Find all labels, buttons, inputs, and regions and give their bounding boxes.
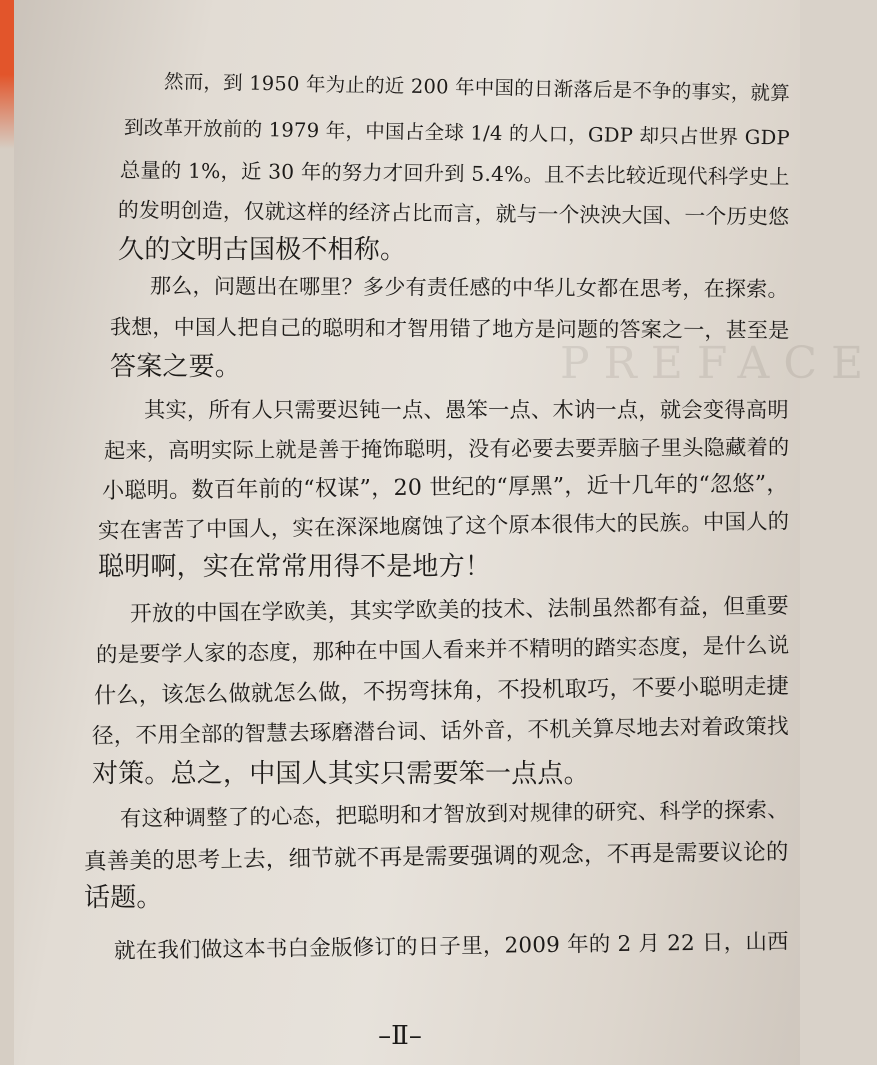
text-line-15: 的是要学人家的态度，那种在中国人看来并不精明的踏实态度，是什么说: [95, 633, 790, 668]
text-line-6: 那么，问题出在哪里？多少有责任感的中华儿女都在思考，在探索。: [149, 273, 789, 302]
text-line-22: 就在我们做这本书白金版修订的日子里，2009 年的 2 月 22 日，山西: [113, 929, 789, 964]
text-line-5: 久的文明古国极不相称。: [118, 235, 407, 265]
text-line-17: 径，不用全部的智慧去琢磨潜台词、话外音，不机关算尽地去对着政策找: [91, 714, 790, 749]
text-line-2: 到改革开放前的 1979 年，中国占全球 1/4 的人口，GDP 却只占世界 GDP: [123, 116, 790, 150]
text-line-12: 实在害苦了中国人，实在深深地腐蚀了这个原本很伟大的民族。中国人的: [97, 509, 790, 544]
text-line-16: 什么，该怎么做就怎么做，不拐弯抹角，不投机取巧，不要小聪明走捷: [93, 673, 790, 709]
text-line-8: 答案之要。: [110, 352, 242, 382]
text-line-11: 小聪明。数百年前的“权谋”，20 世纪的“厚黑”，近十几年的“忽悠”，: [101, 470, 789, 504]
text-line-4: 的发明创造，仅就这样的经济占比而言，就与一个泱泱大国、一个历史悠: [117, 198, 790, 230]
text-line-13: 聪明啊，实在常常用得不是地方！: [98, 552, 492, 582]
text-line-14: 开放的中国在学欧美，其实学欧美的技术、法制虽然都有益，但重要: [129, 593, 790, 627]
text-line-3: 总量的 1%，近 30 年的努力才回升到 5.4%。且不去比较近现代科学史上: [119, 158, 790, 190]
text-line-10: 起来，高明实际上就是善于掩饰聪明，没有必要去要弄脑子里头隐藏着的: [103, 435, 790, 464]
text-line-20: 真善美的思考上去，细节就不再是需要强调的观念，不再是需要议论的: [83, 839, 789, 875]
text-line-1: 然而，到 1950 年为止的近 200 年中国的日渐落后是不争的事实，就算: [163, 70, 791, 106]
text-line-18: 对策。总之，中国人其实只需要笨一点点。: [92, 759, 590, 789]
text-line-9: 其实，所有人只需要迟钝一点、愚笨一点、木讷一点，就会变得高明: [144, 398, 789, 423]
page-number: –Ⅱ–: [378, 1021, 422, 1051]
text-line-19: 有这种调整了的心态，把聪明和才智放到对规律的研究、科学的探索、: [119, 797, 789, 832]
text-line-21: 话题。: [84, 883, 163, 913]
text-line-7: 我想，中国人把自己的聪明和才智用错了地方是问题的答案之一，甚至是: [109, 314, 790, 343]
show-through-text: PREFACE: [560, 338, 877, 389]
